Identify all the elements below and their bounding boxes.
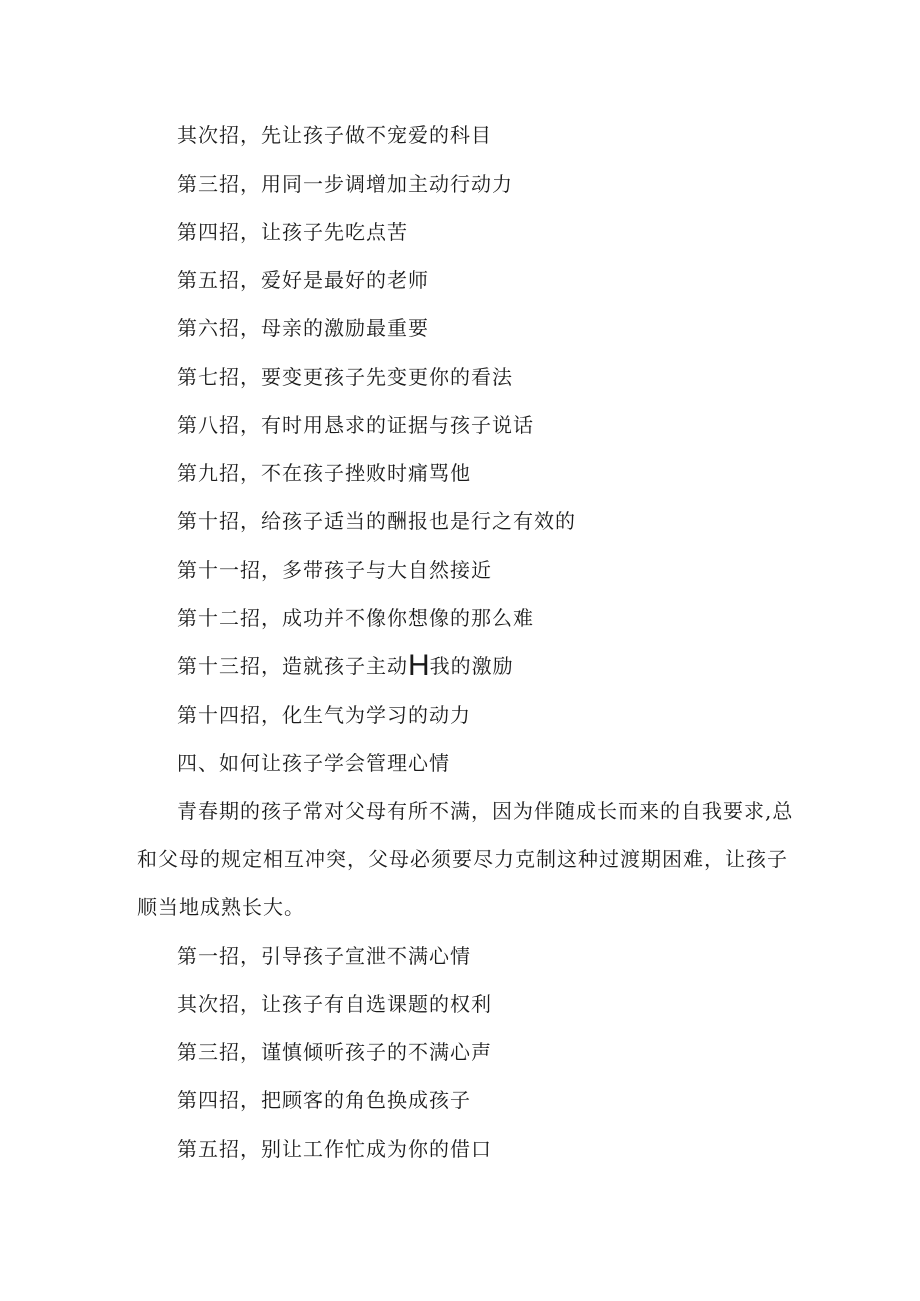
list-item: 第九招，不在孩子挫败时痛骂他 <box>177 461 471 485</box>
list-item-text: 我的激励 <box>429 654 514 678</box>
list-item: 第五招，别让工作忙成为你的借口 <box>177 1137 492 1161</box>
list-item: 第五招，爱好是最好的老师 <box>177 268 429 292</box>
list-item-text: 第十三招，造就孩子主动 <box>177 654 408 678</box>
list-item: 第一招，引导孩子宣泄不满心情 <box>177 944 471 968</box>
list-item: 第十一招，多带孩子与大自然接近 <box>177 558 492 582</box>
list-item: 第十招，给孩子适当的酬报也是行之有效的 <box>177 509 576 533</box>
list-item: 第八招，有时用恳求的证据与孩子说话 <box>177 413 534 437</box>
list-item: 第四招，让孩子先吃点苦 <box>177 220 408 244</box>
list-item: 其次招，先让孩子做不宠爱的科目 <box>177 123 492 147</box>
list-item: 第六招，母亲的激励最重要 <box>177 316 429 340</box>
list-item: 第三招，谨慎倾听孩子的不满心声 <box>177 1040 492 1064</box>
list-item: 其次招，让孩子有自选课题的权利 <box>177 992 492 1016</box>
list-item: 第七招，要变更孩子先变更你的看法 <box>177 365 513 389</box>
stray-glyph: H <box>408 649 430 682</box>
list-item: 第三招，用同一步调增加主动行动力 <box>177 172 513 196</box>
list-item: 第十二招，成功并不像你想像的那么难 <box>177 606 534 630</box>
list-item: 第十四招，化生气为学习的动力 <box>177 703 471 727</box>
body-paragraph <box>137 787 797 931</box>
list-item: 第四招，把顾客的角色换成孩子 <box>177 1088 471 1112</box>
section-heading: 四、如何让孩子学会管理心情 <box>177 751 450 775</box>
list-item <box>177 649 514 682</box>
paragraph-text: 青春期的孩子常对父母有所不满，因为伴随成长而来的自我要求,总和父母的规定相互冲突，父母必须要尽力克制这种过渡期困难，让孩子顺当地成熟长大。 <box>137 799 794 919</box>
